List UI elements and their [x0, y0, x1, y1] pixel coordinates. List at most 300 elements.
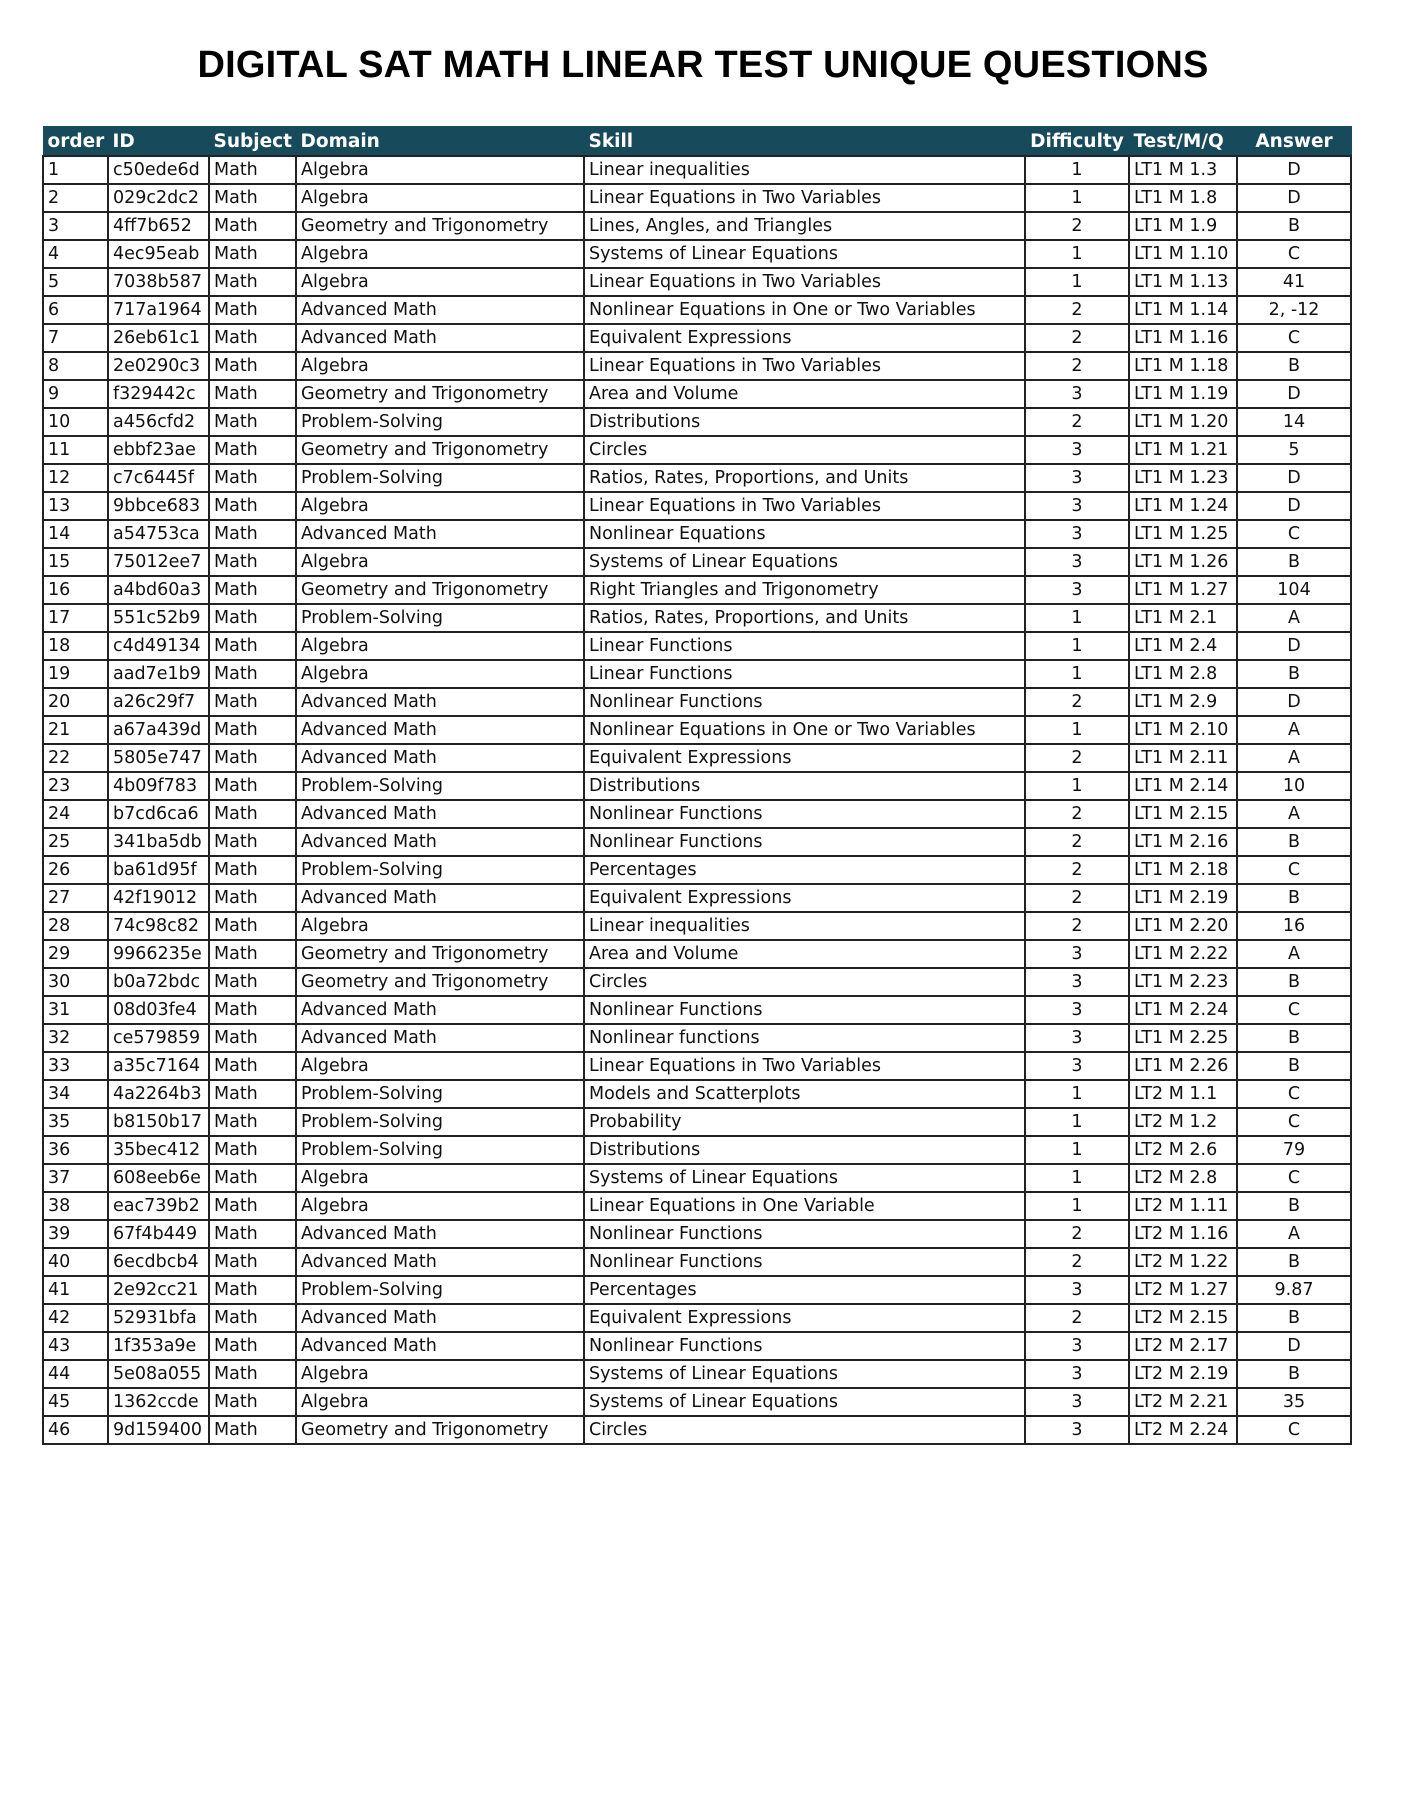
- subject-cell: Math: [209, 968, 296, 996]
- subject-cell: Math: [209, 296, 296, 324]
- answer-cell: 41: [1237, 268, 1351, 296]
- test-cell: LT2 M 1.2: [1129, 1108, 1237, 1136]
- id-cell: 74c98c82: [108, 912, 209, 940]
- difficulty-cell: 3: [1025, 492, 1129, 520]
- skill-cell: Right Triangles and Trigonometry: [584, 576, 1025, 604]
- difficulty-cell: 3: [1025, 1052, 1129, 1080]
- test-cell: LT2 M 1.11: [1129, 1192, 1237, 1220]
- skill-cell: Systems of Linear Equations: [584, 240, 1025, 268]
- table-row: [43, 968, 1351, 996]
- subject-cell: Math: [209, 548, 296, 576]
- test-cell: LT1 M 2.10: [1129, 716, 1237, 744]
- domain-cell: Problem-Solving: [296, 1136, 584, 1164]
- skill-cell: Systems of Linear Equations: [584, 1388, 1025, 1416]
- difficulty-cell: 3: [1025, 996, 1129, 1024]
- id-cell: ce579859: [108, 1024, 209, 1052]
- difficulty-cell: 3: [1025, 520, 1129, 548]
- table-row: [43, 296, 1351, 324]
- id-cell: a54753ca: [108, 520, 209, 548]
- skill-cell: Systems of Linear Equations: [584, 1360, 1025, 1388]
- domain-cell: Geometry and Trigonometry: [296, 212, 584, 240]
- order-cell: 11: [43, 436, 108, 464]
- order-cell: 40: [43, 1248, 108, 1276]
- column-header-order: order: [43, 127, 108, 157]
- domain-cell: Algebra: [296, 1164, 584, 1192]
- skill-cell: Area and Volume: [584, 380, 1025, 408]
- table-row: [43, 352, 1351, 380]
- id-cell: c7c6445f: [108, 464, 209, 492]
- domain-cell: Advanced Math: [296, 1304, 584, 1332]
- difficulty-cell: 1: [1025, 772, 1129, 800]
- table-row: [43, 464, 1351, 492]
- table-row: [43, 1276, 1351, 1304]
- difficulty-cell: 1: [1025, 660, 1129, 688]
- subject-cell: Math: [209, 408, 296, 436]
- subject-cell: Math: [209, 1136, 296, 1164]
- answer-cell: C: [1237, 324, 1351, 352]
- test-cell: LT2 M 2.21: [1129, 1388, 1237, 1416]
- skill-cell: Systems of Linear Equations: [584, 1164, 1025, 1192]
- column-header-difficulty: Difficulty: [1025, 127, 1129, 157]
- order-cell: 24: [43, 800, 108, 828]
- answer-cell: B: [1237, 548, 1351, 576]
- subject-cell: Math: [209, 660, 296, 688]
- domain-cell: Algebra: [296, 548, 584, 576]
- skill-cell: Nonlinear Equations in One or Two Variables: [584, 716, 1025, 744]
- order-cell: 14: [43, 520, 108, 548]
- domain-cell: Advanced Math: [296, 716, 584, 744]
- table-row: [43, 1388, 1351, 1416]
- test-cell: LT2 M 2.15: [1129, 1304, 1237, 1332]
- table-row: [43, 1304, 1351, 1332]
- id-cell: 717a1964: [108, 296, 209, 324]
- table-row: [43, 828, 1351, 856]
- skill-cell: Linear Equations in Two Variables: [584, 268, 1025, 296]
- skill-cell: Nonlinear Equations in One or Two Variables: [584, 296, 1025, 324]
- table-row: [43, 940, 1351, 968]
- skill-cell: Linear Functions: [584, 660, 1025, 688]
- table-row: [43, 1024, 1351, 1052]
- difficulty-cell: 3: [1025, 576, 1129, 604]
- answer-cell: D: [1237, 184, 1351, 212]
- id-cell: 4a2264b3: [108, 1080, 209, 1108]
- order-cell: 8: [43, 352, 108, 380]
- test-cell: LT1 M 1.21: [1129, 436, 1237, 464]
- table-row: [43, 268, 1351, 296]
- table-row: [43, 744, 1351, 772]
- order-cell: 1: [43, 156, 108, 184]
- order-cell: 5: [43, 268, 108, 296]
- table-row: [43, 912, 1351, 940]
- test-cell: LT1 M 2.16: [1129, 828, 1237, 856]
- subject-cell: Math: [209, 520, 296, 548]
- order-cell: 27: [43, 884, 108, 912]
- skill-cell: Linear Equations in Two Variables: [584, 352, 1025, 380]
- test-cell: LT2 M 1.16: [1129, 1220, 1237, 1248]
- skill-cell: Nonlinear Functions: [584, 1248, 1025, 1276]
- table-row: [43, 1164, 1351, 1192]
- test-cell: LT1 M 2.8: [1129, 660, 1237, 688]
- order-cell: 29: [43, 940, 108, 968]
- order-cell: 41: [43, 1276, 108, 1304]
- answer-cell: D: [1237, 380, 1351, 408]
- answer-cell: B: [1237, 1192, 1351, 1220]
- test-cell: LT1 M 1.20: [1129, 408, 1237, 436]
- domain-cell: Problem-Solving: [296, 1080, 584, 1108]
- table-row: [43, 884, 1351, 912]
- subject-cell: Math: [209, 1080, 296, 1108]
- order-cell: 35: [43, 1108, 108, 1136]
- difficulty-cell: 2: [1025, 828, 1129, 856]
- subject-cell: Math: [209, 464, 296, 492]
- answer-cell: D: [1237, 492, 1351, 520]
- table-row: [43, 1108, 1351, 1136]
- order-cell: 25: [43, 828, 108, 856]
- test-cell: LT2 M 2.24: [1129, 1416, 1237, 1444]
- order-cell: 10: [43, 408, 108, 436]
- table-row: [43, 1052, 1351, 1080]
- answer-cell: B: [1237, 884, 1351, 912]
- subject-cell: Math: [209, 380, 296, 408]
- table-row: [43, 408, 1351, 436]
- difficulty-cell: 1: [1025, 240, 1129, 268]
- answer-cell: A: [1237, 716, 1351, 744]
- skill-cell: Nonlinear Equations: [584, 520, 1025, 548]
- domain-cell: Advanced Math: [296, 1024, 584, 1052]
- difficulty-cell: 3: [1025, 380, 1129, 408]
- answer-cell: B: [1237, 1248, 1351, 1276]
- answer-cell: A: [1237, 744, 1351, 772]
- id-cell: b7cd6ca6: [108, 800, 209, 828]
- subject-cell: Math: [209, 800, 296, 828]
- skill-cell: Ratios, Rates, Proportions, and Units: [584, 464, 1025, 492]
- column-header-answer: Answer: [1237, 127, 1351, 157]
- answer-cell: C: [1237, 240, 1351, 268]
- id-cell: 67f4b449: [108, 1220, 209, 1248]
- domain-cell: Algebra: [296, 156, 584, 184]
- difficulty-cell: 3: [1025, 1024, 1129, 1052]
- order-cell: 20: [43, 688, 108, 716]
- order-cell: 22: [43, 744, 108, 772]
- id-cell: a4bd60a3: [108, 576, 209, 604]
- answer-cell: B: [1237, 968, 1351, 996]
- order-cell: 33: [43, 1052, 108, 1080]
- table-row: [43, 548, 1351, 576]
- skill-cell: Circles: [584, 1416, 1025, 1444]
- id-cell: aad7e1b9: [108, 660, 209, 688]
- domain-cell: Problem-Solving: [296, 856, 584, 884]
- domain-cell: Advanced Math: [296, 296, 584, 324]
- skill-cell: Circles: [584, 968, 1025, 996]
- answer-cell: B: [1237, 1024, 1351, 1052]
- order-cell: 19: [43, 660, 108, 688]
- test-cell: LT2 M 2.6: [1129, 1136, 1237, 1164]
- order-cell: 44: [43, 1360, 108, 1388]
- order-cell: 6: [43, 296, 108, 324]
- skill-cell: Nonlinear Functions: [584, 800, 1025, 828]
- column-header-skill: Skill: [584, 127, 1025, 157]
- test-cell: LT1 M 2.19: [1129, 884, 1237, 912]
- id-cell: 341ba5db: [108, 828, 209, 856]
- difficulty-cell: 2: [1025, 296, 1129, 324]
- subject-cell: Math: [209, 744, 296, 772]
- test-cell: LT1 M 1.19: [1129, 380, 1237, 408]
- order-cell: 45: [43, 1388, 108, 1416]
- skill-cell: Linear Equations in Two Variables: [584, 1052, 1025, 1080]
- questions-table: [42, 126, 1352, 1445]
- difficulty-cell: 2: [1025, 212, 1129, 240]
- answer-cell: C: [1237, 996, 1351, 1024]
- difficulty-cell: 3: [1025, 1332, 1129, 1360]
- id-cell: 9bbce683: [108, 492, 209, 520]
- table-row: [43, 520, 1351, 548]
- id-cell: 9966235e: [108, 940, 209, 968]
- subject-cell: Math: [209, 884, 296, 912]
- subject-cell: Math: [209, 1304, 296, 1332]
- order-cell: 32: [43, 1024, 108, 1052]
- subject-cell: Math: [209, 156, 296, 184]
- test-cell: LT1 M 1.24: [1129, 492, 1237, 520]
- order-cell: 46: [43, 1416, 108, 1444]
- test-cell: LT1 M 1.27: [1129, 576, 1237, 604]
- skill-cell: Area and Volume: [584, 940, 1025, 968]
- domain-cell: Algebra: [296, 1388, 584, 1416]
- domain-cell: Advanced Math: [296, 744, 584, 772]
- test-cell: LT1 M 1.8: [1129, 184, 1237, 212]
- answer-cell: B: [1237, 828, 1351, 856]
- test-cell: LT1 M 2.11: [1129, 744, 1237, 772]
- id-cell: f329442c: [108, 380, 209, 408]
- domain-cell: Problem-Solving: [296, 408, 584, 436]
- id-cell: 42f19012: [108, 884, 209, 912]
- order-cell: 18: [43, 632, 108, 660]
- domain-cell: Problem-Solving: [296, 1276, 584, 1304]
- table-row: [43, 184, 1351, 212]
- test-cell: LT1 M 2.24: [1129, 996, 1237, 1024]
- skill-cell: Linear Functions: [584, 632, 1025, 660]
- order-cell: 12: [43, 464, 108, 492]
- domain-cell: Advanced Math: [296, 688, 584, 716]
- answer-cell: B: [1237, 660, 1351, 688]
- test-cell: LT1 M 1.3: [1129, 156, 1237, 184]
- subject-cell: Math: [209, 1248, 296, 1276]
- order-cell: 4: [43, 240, 108, 268]
- subject-cell: Math: [209, 940, 296, 968]
- answer-cell: 16: [1237, 912, 1351, 940]
- answer-cell: A: [1237, 800, 1351, 828]
- answer-cell: A: [1237, 604, 1351, 632]
- skill-cell: Nonlinear Functions: [584, 996, 1025, 1024]
- answer-cell: B: [1237, 1052, 1351, 1080]
- id-cell: 5e08a055: [108, 1360, 209, 1388]
- skill-cell: Equivalent Expressions: [584, 1304, 1025, 1332]
- difficulty-cell: 2: [1025, 1304, 1129, 1332]
- difficulty-cell: 2: [1025, 352, 1129, 380]
- domain-cell: Advanced Math: [296, 324, 584, 352]
- id-cell: 08d03fe4: [108, 996, 209, 1024]
- answer-cell: 35: [1237, 1388, 1351, 1416]
- table-row: [43, 1416, 1351, 1444]
- column-header-domain: Domain: [296, 127, 584, 157]
- id-cell: 35bec412: [108, 1136, 209, 1164]
- subject-cell: Math: [209, 772, 296, 800]
- order-cell: 17: [43, 604, 108, 632]
- domain-cell: Advanced Math: [296, 1248, 584, 1276]
- domain-cell: Advanced Math: [296, 800, 584, 828]
- table-row: [43, 1080, 1351, 1108]
- order-cell: 38: [43, 1192, 108, 1220]
- difficulty-cell: 2: [1025, 744, 1129, 772]
- id-cell: ebbf23ae: [108, 436, 209, 464]
- subject-cell: Math: [209, 352, 296, 380]
- table-body: [43, 156, 1351, 1444]
- id-cell: 608eeb6e: [108, 1164, 209, 1192]
- id-cell: b8150b17: [108, 1108, 209, 1136]
- table-row: [43, 1136, 1351, 1164]
- table-row: [43, 436, 1351, 464]
- subject-cell: Math: [209, 184, 296, 212]
- difficulty-cell: 3: [1025, 1416, 1129, 1444]
- test-cell: LT1 M 1.16: [1129, 324, 1237, 352]
- difficulty-cell: 2: [1025, 800, 1129, 828]
- difficulty-cell: 3: [1025, 1388, 1129, 1416]
- subject-cell: Math: [209, 240, 296, 268]
- table-row: [43, 996, 1351, 1024]
- difficulty-cell: 1: [1025, 1080, 1129, 1108]
- subject-cell: Math: [209, 716, 296, 744]
- answer-cell: C: [1237, 1164, 1351, 1192]
- domain-cell: Geometry and Trigonometry: [296, 576, 584, 604]
- domain-cell: Geometry and Trigonometry: [296, 968, 584, 996]
- order-cell: 37: [43, 1164, 108, 1192]
- skill-cell: Equivalent Expressions: [584, 884, 1025, 912]
- difficulty-cell: 1: [1025, 632, 1129, 660]
- answer-cell: C: [1237, 1108, 1351, 1136]
- skill-cell: Percentages: [584, 856, 1025, 884]
- answer-cell: C: [1237, 520, 1351, 548]
- difficulty-cell: 3: [1025, 968, 1129, 996]
- difficulty-cell: 1: [1025, 184, 1129, 212]
- skill-cell: Models and Scatterplots: [584, 1080, 1025, 1108]
- domain-cell: Algebra: [296, 492, 584, 520]
- domain-cell: Advanced Math: [296, 884, 584, 912]
- difficulty-cell: 1: [1025, 268, 1129, 296]
- skill-cell: Nonlinear functions: [584, 1024, 1025, 1052]
- order-cell: 30: [43, 968, 108, 996]
- table-row: [43, 660, 1351, 688]
- table-row: [43, 1332, 1351, 1360]
- test-cell: LT1 M 2.15: [1129, 800, 1237, 828]
- test-cell: LT2 M 2.17: [1129, 1332, 1237, 1360]
- subject-cell: Math: [209, 828, 296, 856]
- test-cell: LT2 M 1.1: [1129, 1080, 1237, 1108]
- id-cell: 551c52b9: [108, 604, 209, 632]
- order-cell: 21: [43, 716, 108, 744]
- id-cell: 75012ee7: [108, 548, 209, 576]
- order-cell: 7: [43, 324, 108, 352]
- order-cell: 2: [43, 184, 108, 212]
- test-cell: LT2 M 2.8: [1129, 1164, 1237, 1192]
- answer-cell: 5: [1237, 436, 1351, 464]
- order-cell: 31: [43, 996, 108, 1024]
- id-cell: c50ede6d: [108, 156, 209, 184]
- subject-cell: Math: [209, 1052, 296, 1080]
- domain-cell: Algebra: [296, 632, 584, 660]
- subject-cell: Math: [209, 632, 296, 660]
- answer-cell: 9.87: [1237, 1276, 1351, 1304]
- domain-cell: Advanced Math: [296, 520, 584, 548]
- skill-cell: Linear inequalities: [584, 156, 1025, 184]
- table-row: [43, 1220, 1351, 1248]
- column-header-id: ID: [108, 127, 209, 157]
- subject-cell: Math: [209, 1220, 296, 1248]
- subject-cell: Math: [209, 1332, 296, 1360]
- table-row: [43, 1360, 1351, 1388]
- answer-cell: 2, -12: [1237, 296, 1351, 324]
- subject-cell: Math: [209, 856, 296, 884]
- test-cell: LT1 M 1.14: [1129, 296, 1237, 324]
- skill-cell: Lines, Angles, and Triangles: [584, 212, 1025, 240]
- answer-cell: D: [1237, 156, 1351, 184]
- answer-cell: C: [1237, 1416, 1351, 1444]
- difficulty-cell: 1: [1025, 1164, 1129, 1192]
- answer-cell: A: [1237, 940, 1351, 968]
- domain-cell: Advanced Math: [296, 828, 584, 856]
- table-row: [43, 156, 1351, 184]
- subject-cell: Math: [209, 1360, 296, 1388]
- test-cell: LT1 M 2.25: [1129, 1024, 1237, 1052]
- skill-cell: Probability: [584, 1108, 1025, 1136]
- id-cell: b0a72bdc: [108, 968, 209, 996]
- answer-cell: C: [1237, 856, 1351, 884]
- table-row: [43, 576, 1351, 604]
- domain-cell: Algebra: [296, 352, 584, 380]
- table-row: [43, 240, 1351, 268]
- table-row: [43, 772, 1351, 800]
- table-header-row: [43, 127, 1351, 157]
- order-cell: 28: [43, 912, 108, 940]
- domain-cell: Problem-Solving: [296, 772, 584, 800]
- skill-cell: Systems of Linear Equations: [584, 548, 1025, 576]
- id-cell: c4d49134: [108, 632, 209, 660]
- test-cell: LT2 M 1.27: [1129, 1276, 1237, 1304]
- difficulty-cell: 2: [1025, 1220, 1129, 1248]
- difficulty-cell: 3: [1025, 548, 1129, 576]
- skill-cell: Nonlinear Functions: [584, 1332, 1025, 1360]
- subject-cell: Math: [209, 576, 296, 604]
- answer-cell: 104: [1237, 576, 1351, 604]
- skill-cell: Percentages: [584, 1276, 1025, 1304]
- id-cell: 2e0290c3: [108, 352, 209, 380]
- skill-cell: Equivalent Expressions: [584, 744, 1025, 772]
- test-cell: LT1 M 2.14: [1129, 772, 1237, 800]
- subject-cell: Math: [209, 1388, 296, 1416]
- table-row: [43, 604, 1351, 632]
- test-cell: LT1 M 1.23: [1129, 464, 1237, 492]
- test-cell: LT1 M 1.26: [1129, 548, 1237, 576]
- skill-cell: Nonlinear Functions: [584, 1220, 1025, 1248]
- domain-cell: Geometry and Trigonometry: [296, 1416, 584, 1444]
- id-cell: 4ff7b652: [108, 212, 209, 240]
- skill-cell: Ratios, Rates, Proportions, and Units: [584, 604, 1025, 632]
- domain-cell: Algebra: [296, 184, 584, 212]
- answer-cell: A: [1237, 1220, 1351, 1248]
- difficulty-cell: 3: [1025, 464, 1129, 492]
- answer-cell: 79: [1237, 1136, 1351, 1164]
- subject-cell: Math: [209, 268, 296, 296]
- order-cell: 9: [43, 380, 108, 408]
- skill-cell: Linear Equations in Two Variables: [584, 492, 1025, 520]
